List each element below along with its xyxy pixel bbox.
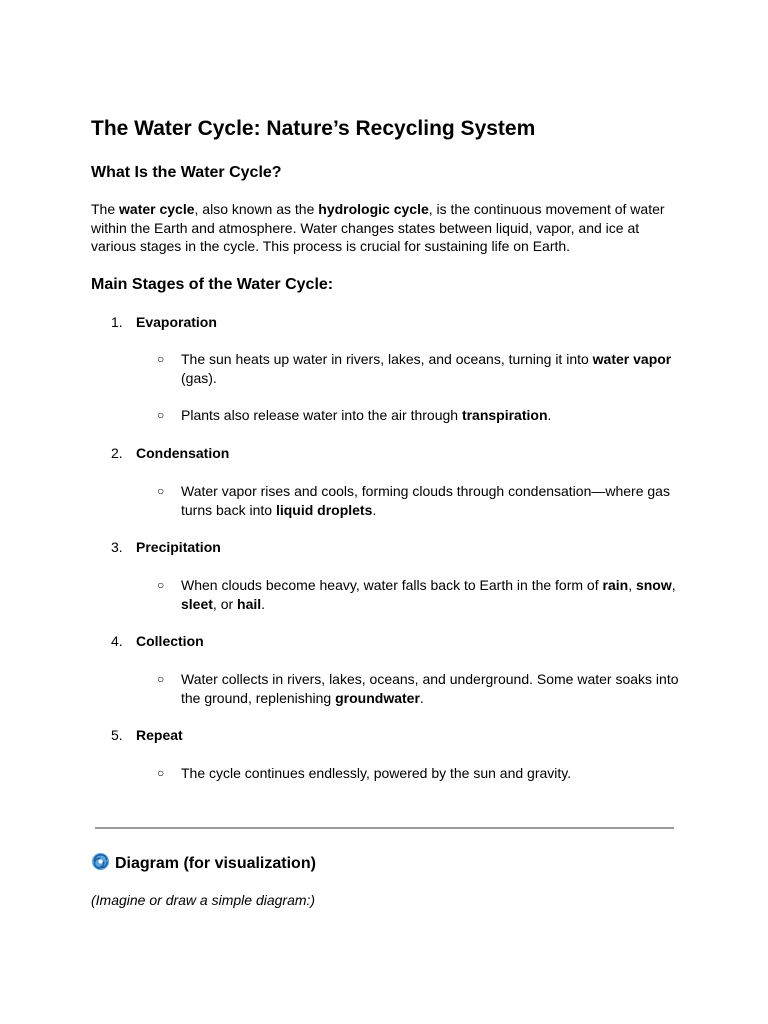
stage-number: 2. (111, 445, 123, 461)
bullet-text: . (261, 595, 266, 612)
diagram-note: (Imagine or draw a simple diagram:) (91, 892, 316, 908)
bullet-text: . (547, 407, 552, 423)
list-item (181, 764, 681, 783)
list-item (181, 350, 681, 387)
bullet-text: Plants also release water into the air through (181, 407, 462, 423)
bullet-circle-icon: ○ (157, 672, 165, 686)
cyclone-icon (91, 852, 110, 871)
bullet-text: The sun heats up water in rivers, lakes, and oceans, turning it into (181, 351, 593, 367)
horizontal-divider (95, 827, 674, 829)
section-heading-what-is: What Is the Water Cycle? (91, 164, 282, 181)
stage-title-evaporation: Evaporation (136, 314, 217, 330)
diagram-heading (91, 852, 316, 876)
bullet-text: When clouds become heavy, water falls back to Earth in the form of (181, 577, 603, 593)
list-item (181, 406, 681, 425)
bullet-text: , or (212, 595, 238, 612)
stage-number: 1. (111, 314, 123, 330)
stage-title-repeat: Repeat (136, 727, 183, 743)
bullet-circle-icon: ○ (157, 578, 165, 592)
stage-number: 3. (111, 539, 123, 555)
bullet-text: , (671, 577, 676, 593)
stage-number: 5. (111, 727, 123, 743)
bullet-bold-term: snow (635, 577, 672, 593)
bullet-circle-icon: ○ (157, 766, 165, 780)
intro-text: The (91, 201, 120, 217)
list-item (181, 670, 681, 707)
bullet-bold-term: hail (237, 595, 262, 612)
stage-title-precipitation: Precipitation (136, 539, 221, 555)
list-item (181, 576, 681, 613)
bullet-circle-icon: ○ (157, 352, 165, 366)
bullet-bold-term: rain (602, 577, 629, 593)
stage-title-collection: Collection (136, 633, 204, 649)
list-item (181, 482, 681, 519)
bullet-text: . (372, 501, 377, 518)
intro-text: , also known as the (194, 201, 319, 217)
bullet-text: (gas). (181, 369, 217, 386)
bullet-text: The cycle continues endlessly, powered by the sun and gravity. (181, 765, 572, 781)
bullet-text: Water vapor rises and cools, forming clouds through condensation—where gas turns back into (181, 483, 670, 518)
bullet-circle-icon: ○ (157, 484, 165, 498)
intro-text: , is the continuous movement of water within the Earth and atmosphere. Water changes states between liquid, vapor, and ice at various stages in the cycle. This process is crucial for sustaining life on Earth. (91, 201, 665, 255)
bullet-text: Water collects in rivers, lakes, oceans, and underground. Some water soaks into the ground, replenishing (181, 671, 679, 706)
stage-number: 4. (111, 633, 123, 649)
bullet-bold-term: sleet (181, 595, 213, 612)
intro-bold-term: hydrologic cycle (318, 201, 429, 217)
intro-paragraph (91, 200, 671, 256)
stage-title-condensation: Condensation (136, 445, 230, 461)
diagram-heading-text: Diagram (for visualization) (115, 855, 316, 872)
bullet-circle-icon: ○ (157, 408, 165, 422)
bullet-bold-term: liquid droplets (275, 501, 373, 518)
bullet-bold-term: water vapor (592, 351, 672, 367)
bullet-text: . (419, 689, 424, 706)
section-heading-main-stages: Main Stages of the Water Cycle: (91, 276, 334, 293)
bullet-bold-term: transpiration (461, 407, 548, 423)
intro-bold-term: water cycle (119, 201, 195, 217)
bullet-bold-term: groundwater (335, 689, 420, 706)
page-title: The Water Cycle: Nature’s Recycling System (91, 117, 536, 140)
bullet-text: , (628, 577, 636, 593)
